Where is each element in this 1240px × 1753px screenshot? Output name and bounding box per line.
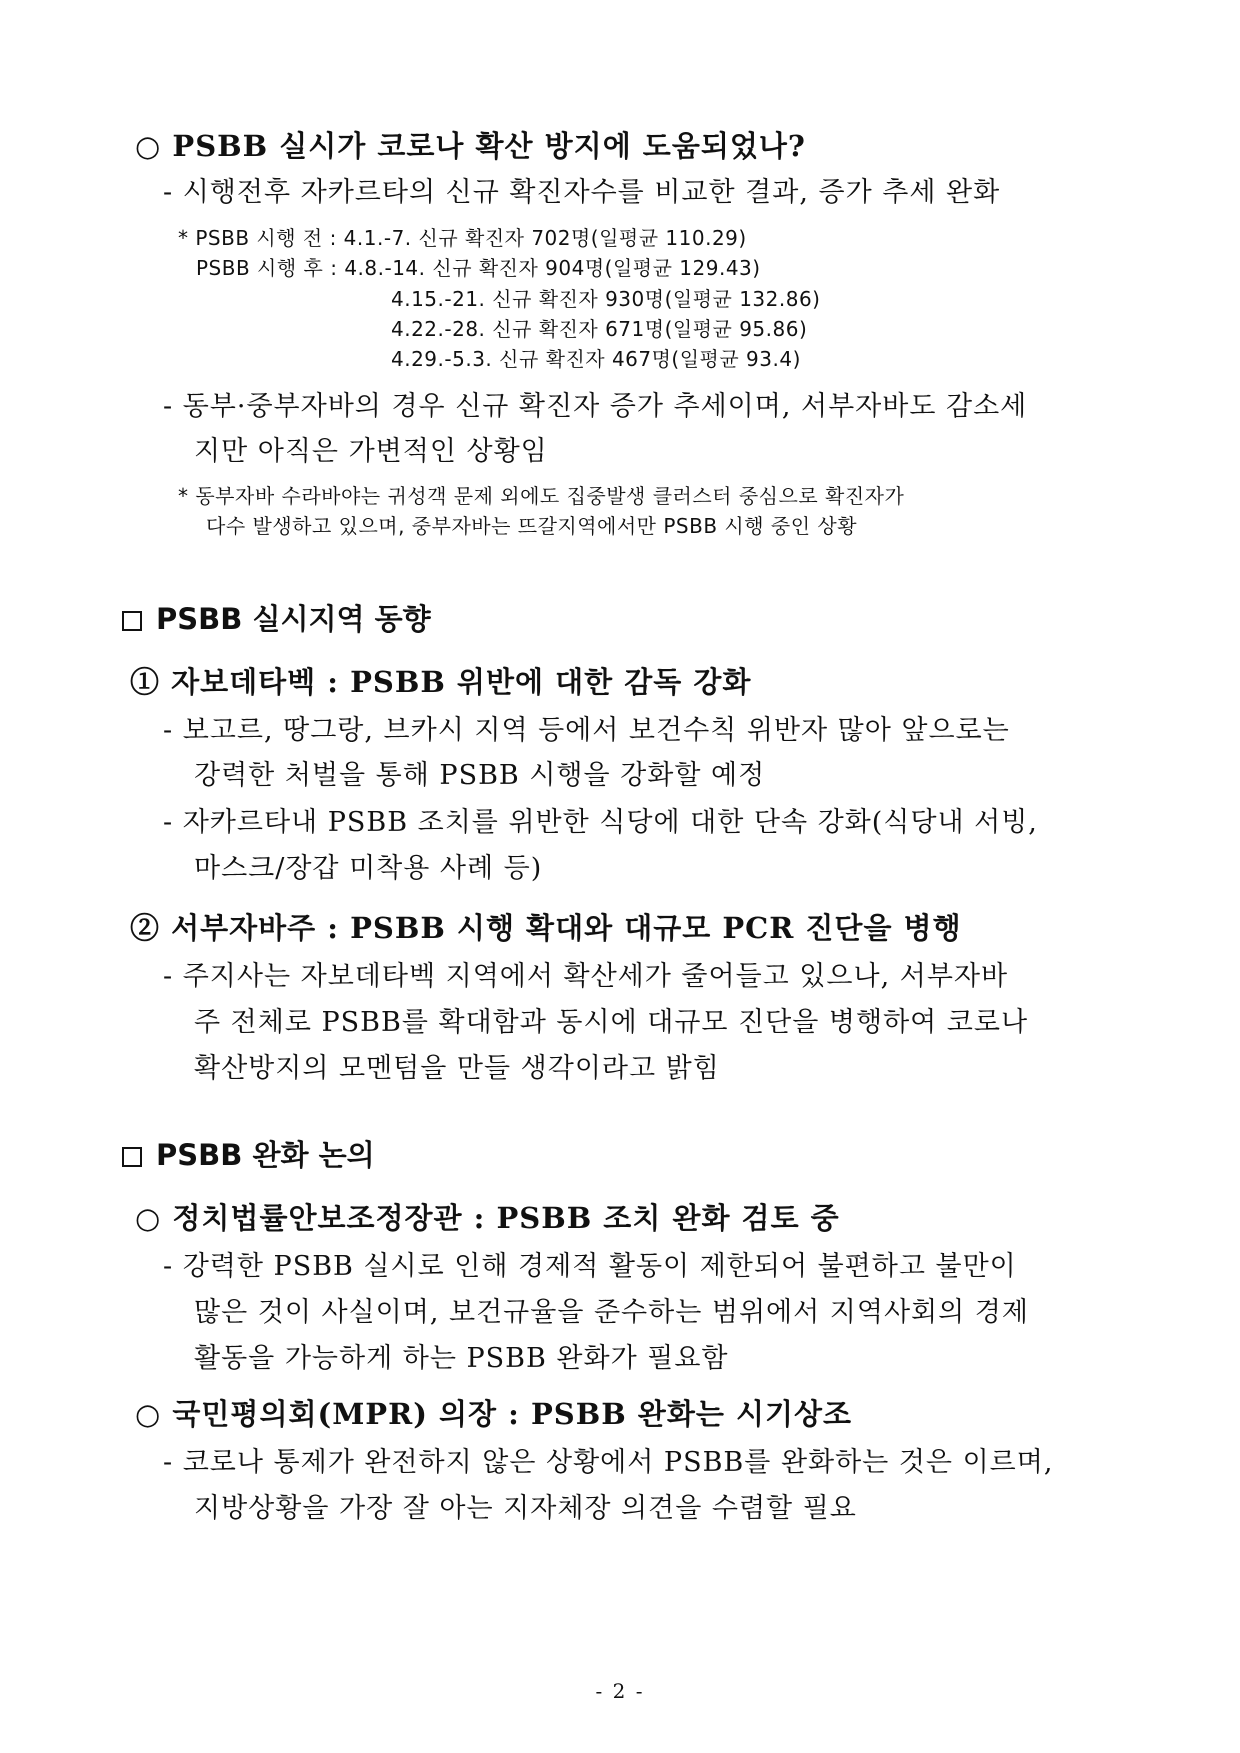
section3-sub1-bullet1-line2: 많은 것이 사실이며, 보건규율을 준수하는 범위에서 지역사회의 경제 bbox=[194, 1297, 1029, 1328]
section1-bullet2-line2: 지만 아직은 가변적인 상황임 bbox=[194, 436, 548, 467]
section1-note2-line2: 다수 발생하고 있으며, 중부자바는 뜨갈지역에서만 PSBB 시행 중인 상황 bbox=[206, 514, 858, 538]
section1-bullet2-line1: - 동부·중부자바의 경우 신규 확진자 증가 추세이며, 서부자바도 감소세 bbox=[163, 391, 1028, 422]
section3-title: PSBB 완화 논의 bbox=[156, 1138, 375, 1172]
section2-title-row bbox=[122, 597, 431, 638]
section3-title-row bbox=[122, 1133, 375, 1174]
section3-sub1-bullet1-line1: - 강력한 PSBB 실시로 인해 경제적 활동이 제한되어 불편하고 불만이 bbox=[163, 1251, 1017, 1282]
page-number: - 2 - bbox=[595, 1679, 645, 1703]
section2-sub2-bullet1-line3: 확산방지의 모멘텀을 만들 생각이라고 밝힘 bbox=[194, 1053, 720, 1084]
section2-sub1-bullet2-line2: 마스크/장갑 미착용 사례 등) bbox=[194, 853, 543, 884]
section3-sub2-bullet1-line2: 지방상황을 가장 잘 아는 지자체장 의견을 수렴할 필요 bbox=[194, 1493, 857, 1524]
section2-sub1-bullet1-line2: 강력한 처벌을 통해 PSBB 시행을 강화할 예정 bbox=[194, 760, 766, 791]
section1-note-line5: 4.29.-5.3. 신규 확진자 467명(일평균 93.4) bbox=[391, 347, 801, 371]
section1-bullet1: - 시행전후 자카르타의 신규 확진자수를 비교한 결과, 증가 추세 완화 bbox=[163, 177, 1001, 208]
section1-note-line1: * PSBB 시행 전 : 4.1.-7. 신규 확진자 702명(일평균 110.29) bbox=[178, 226, 747, 250]
section2-sub1-bullet1-line1: - 보고르, 땅그랑, 브카시 지역 등에서 보건수칙 위반자 많아 앞으로는 bbox=[163, 715, 1010, 746]
section2-sub1-heading: ① 자보데타벡 : PSBB 위반에 대한 감독 강화 bbox=[130, 665, 752, 699]
section1-heading: ○ PSBB 실시가 코로나 확산 방지에 도움되었나? bbox=[135, 129, 806, 163]
section3-sub1-bullet1-line3: 활동을 가능하게 하는 PSBB 완화가 필요함 bbox=[194, 1343, 729, 1374]
section3-sub2-bullet1-line1: - 코로나 통제가 완전하지 않은 상황에서 PSBB를 완화하는 것은 이르며, bbox=[163, 1447, 1054, 1478]
section2-sub1-bullet2-line1: - 자카르타내 PSBB 조치를 위반한 식당에 대한 단속 강화(식당내 서빙, bbox=[163, 807, 1038, 838]
section2-title: PSBB 실시지역 동향 bbox=[156, 602, 431, 636]
checkbox-square-icon bbox=[122, 1147, 142, 1167]
section1-note2-line1: * 동부자바 수라바야는 귀성객 문제 외에도 집중발생 클러스터 중심으로 확진자가 bbox=[178, 484, 905, 508]
section1-note-line3: 4.15.-21. 신규 확진자 930명(일평균 132.86) bbox=[391, 287, 821, 311]
section2-sub2-heading: ② 서부자바주 : PSBB 시행 확대와 대규모 PCR 진단을 병행 bbox=[130, 911, 962, 945]
section2-sub2-bullet1-line1: - 주지사는 자보데타벡 지역에서 확산세가 줄어들고 있으나, 서부자바 bbox=[163, 961, 1009, 992]
section1-note-line4: 4.22.-28. 신규 확진자 671명(일평균 95.86) bbox=[391, 317, 808, 341]
section1-note-line2: PSBB 시행 후 : 4.8.-14. 신규 확진자 904명(일평균 129.43) bbox=[196, 256, 761, 280]
checkbox-square-icon bbox=[122, 611, 142, 631]
section2-sub2-bullet1-line2: 주 전체로 PSBB를 확대함과 동시에 대규모 진단을 병행하여 코로나 bbox=[194, 1007, 1029, 1038]
section3-sub2-heading: ○ 국민평의회(MPR) 의장 : PSBB 완화는 시기상조 bbox=[135, 1397, 853, 1431]
section3-sub1-heading: ○ 정치법률안보조정장관 : PSBB 조치 완화 검토 중 bbox=[135, 1201, 840, 1235]
